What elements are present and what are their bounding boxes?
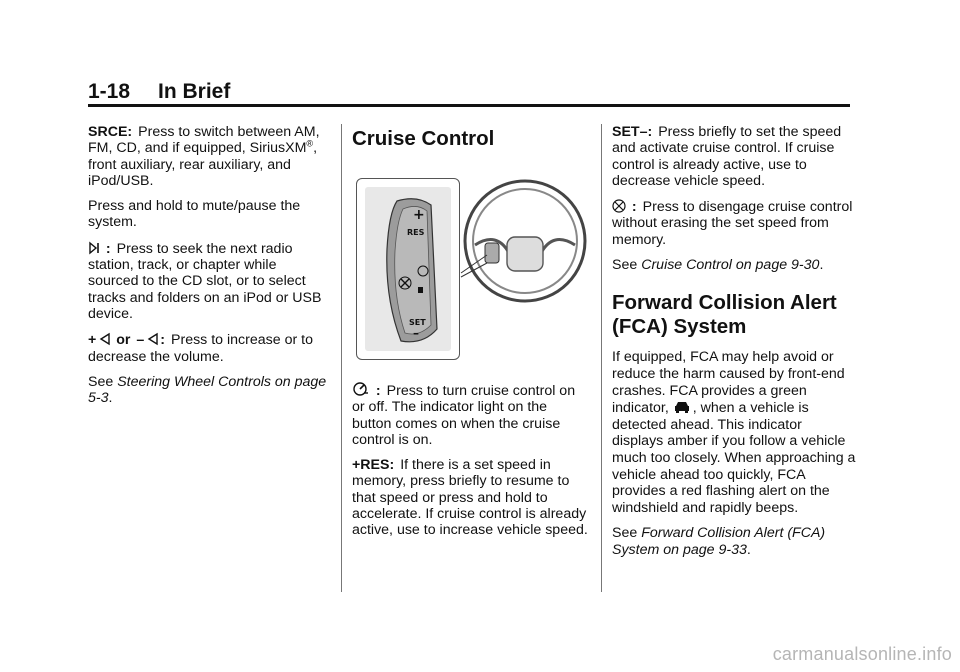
cruise-switch-illustration <box>357 179 459 359</box>
set-paragraph <box>612 124 856 189</box>
srce-paragraph <box>88 124 328 189</box>
page-header <box>88 80 850 106</box>
watermark: carmanualsonline.info <box>772 644 952 664</box>
volume-text: Press to increase or to decrease the volume. <box>88 332 313 365</box>
set-button-label: SET–: <box>612 124 653 140</box>
see-steering-paragraph: See Steering Wheel Controls on page 5-3. <box>88 373 327 407</box>
column-middle <box>352 124 590 548</box>
volume-icon <box>98 331 110 347</box>
steering-wheel-figure <box>356 178 460 360</box>
mute-paragraph: Press and hold to mute/pause the system. <box>88 198 301 231</box>
svg-text:–: – <box>413 326 419 340</box>
fca-paragraph <box>612 349 856 516</box>
volume-minus: – <box>136 332 145 349</box>
srce-text-b: , front auxiliary, rear auxiliary, and iPod/USB. <box>88 140 318 189</box>
volume-plus: + <box>88 332 97 349</box>
fca-text-a: If equipped, FCA may help avoid or reduce the harm caused by front-end crashes. FCA provides a green indicator, <box>612 349 845 417</box>
srce-label: SRCE: <box>88 124 133 140</box>
srce-text-a: Press to switch between AM, FM, CD, and if equipped, SiriusXM <box>88 124 320 157</box>
page-number: 1-18 <box>88 80 131 103</box>
see-cruise-paragraph: See Cruise Control on page 9-30. <box>612 257 824 274</box>
cruise-control-heading: Cruise Control <box>352 127 495 150</box>
section-title: In Brief <box>158 80 231 103</box>
seek-paragraph: : Press to seek the next radio station, track, or chapter while sourced to the CD slot, or to select tracks and folders on an iPod or USB device. <box>88 240 322 322</box>
set-label: SET <box>409 318 426 327</box>
cancel-paragraph: : Press to disengage cruise control without erasing the set speed from memory. <box>612 199 853 248</box>
cruise-control-icon <box>352 382 374 398</box>
vehicle-ahead-icon <box>673 399 691 415</box>
res-button-label: +RES: <box>352 457 395 474</box>
seek-next-icon <box>88 240 104 256</box>
registered-mark: ® <box>306 138 314 149</box>
fca-heading: Forward Collision Alert (FCA) System <box>612 291 837 339</box>
column-divider-1 <box>341 124 342 592</box>
see-fca-paragraph: See Forward Collision Alert (FCA) System on page 9-33. <box>612 525 826 558</box>
steering-wheel-controls-link[interactable]: Steering Wheel Controls on page 5-3 <box>88 373 327 407</box>
column-left <box>88 124 328 415</box>
res-paragraph <box>352 457 590 538</box>
svg-text:+: + <box>413 207 425 223</box>
header-rule <box>88 104 850 107</box>
seek-text: Press to seek the next radio station, track, or chapter while sourced to the CD slot, or to select tracks and folders on an iPod or USB device. <box>88 240 322 322</box>
volume-or: or <box>116 332 131 349</box>
set-text: Press briefly to set the speed and activate cruise control. If cruise control is already active, use to decrease vehicle speed. <box>612 124 842 189</box>
column-divider-2 <box>601 124 602 592</box>
cruise-on-off-text: Press to turn cruise control on or off. The indicator light on the button comes on when the cruise control is on. <box>352 383 576 448</box>
res-text: If there is a set speed in memory, press briefly to resume to that speed or press and hold to accelerate. If cruise control is already active, use to increase vehicle speed. <box>352 457 588 539</box>
fca-text-b: , when a vehicle is detected ahead. This indicator displays amber if you follow a vehicle much too closely. When approaching a vehicle ahead too quickly, FCA provides a red flashing alert on the windshield and rapidly beeps. <box>612 400 856 516</box>
see-word: See <box>612 257 638 274</box>
cancel-icon <box>612 198 630 214</box>
column-right <box>612 124 856 567</box>
volume-paragraph: + or – : Press to increase or to decrease the volume. <box>88 332 313 365</box>
steering-wheel-icon <box>457 173 593 309</box>
cancel-text: Press to disengage cruise control without erasing the set speed from memory. <box>612 199 853 248</box>
see-word: See <box>612 525 638 542</box>
cruise-control-link[interactable]: Cruise Control on page 9-30 <box>641 257 820 274</box>
see-word: See <box>88 373 114 390</box>
res-label: RES <box>407 228 425 237</box>
volume-icon <box>146 331 158 347</box>
fca-link[interactable]: Forward Collision Alert (FCA) System on page 9-33 <box>612 525 826 558</box>
cruise-on-off-paragraph: : Press to turn cruise control on or off. The indicator light on the button comes on when the cruise control is on. <box>352 383 576 448</box>
